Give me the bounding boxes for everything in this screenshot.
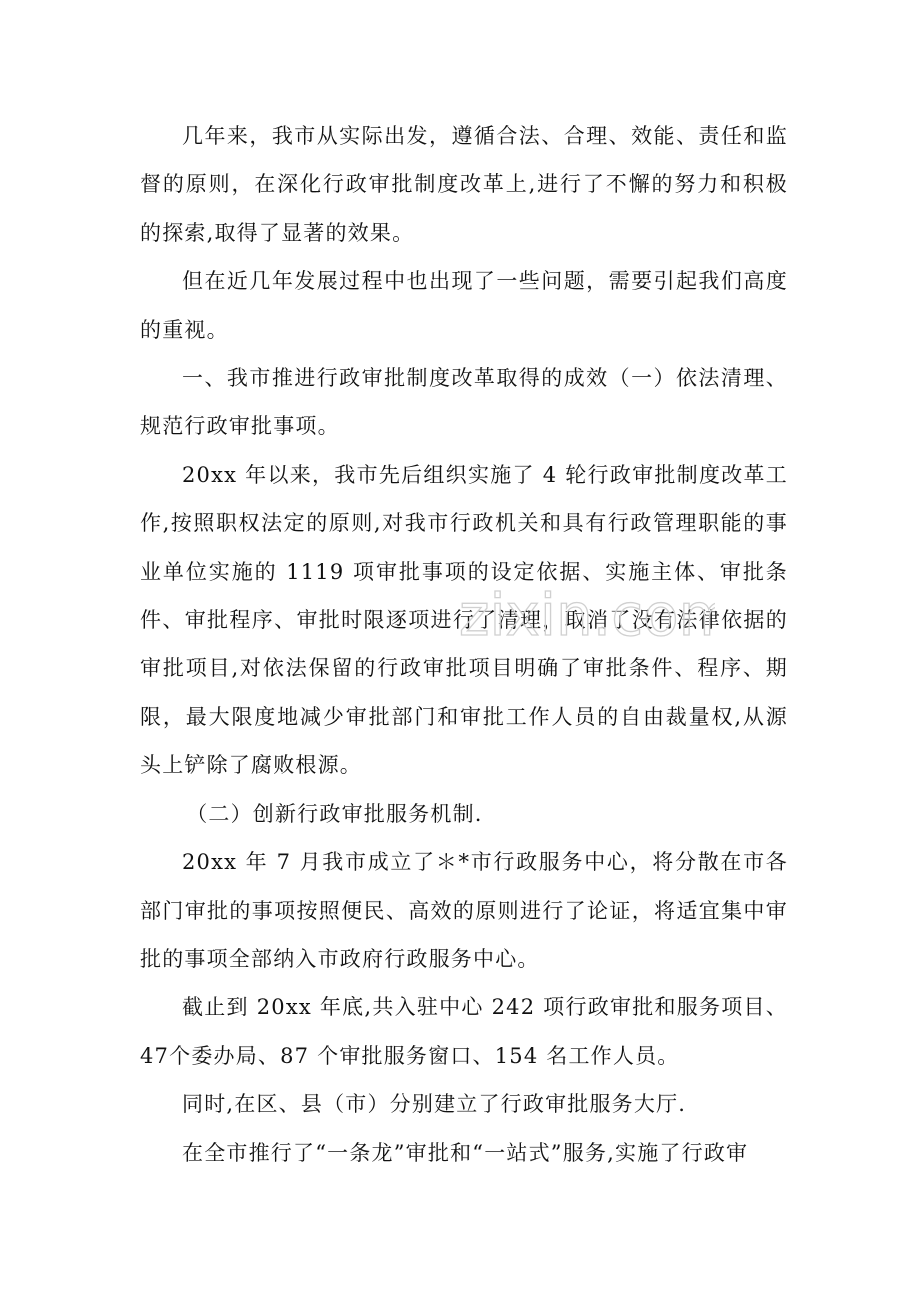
paragraph: 同时,在区、县（市）分别建立了行政审批服务大厅. (182, 1092, 687, 1117)
paragraph: 在全市推行了“一条龙”审批和“一站式”服务,实施了行政审 (182, 1140, 749, 1165)
paragraph: 20xx 年以来，我市先后组织实施了 4 轮行政审批制度改革工作,按照职权法定的原则,对我市行政机关和具有行政管理职能的事业单位实施的 1119 项审批事项的设定依据、实施主体、审批条件、审批程序、审批时限逐项进行了清理，取消了没有法律依据的审批项目,对依法保留的行政审批项目明确了审批条件、程序、期限，最大限度地减少审批部门和审批工作人员的自由裁量权,从源头上铲除了腐败根源。 (140, 462, 788, 778)
paragraph: 20xx 年 7 月我市成立了＊*市行政服务中心，将分散在市各部门审批的事项按照便民、高效的原则进行了论证，将适宜集中审批的事项全部纳入市政府行政服务中心。 (140, 850, 788, 971)
paragraph: 几年来，我市从实际出发，遵循合法、合理、效能、责任和监督的原则，在深化行政审批制度改革上,进行了不懈的努力和积极的探索,取得了显著的效果。 (140, 124, 788, 245)
section-heading: 一、我市推进行政审批制度改革取得的成效（一）依法清理、规范行政审批事项。 (140, 366, 788, 439)
paragraph: 截止到 20xx 年底,共入驻中心 242 项行政审批和服务项目、47个委办局、87 个审批服务窗口、154 名工作人员。 (140, 995, 788, 1068)
document-body (140, 112, 788, 1177)
subsection-heading: （二）创新行政审批服务机制. (186, 801, 483, 826)
watermark-text: zixin.com (459, 581, 715, 649)
paragraph: 但在近几年发展过程中也出现了一些问题，需要引起我们高度的重视。 (140, 269, 788, 342)
